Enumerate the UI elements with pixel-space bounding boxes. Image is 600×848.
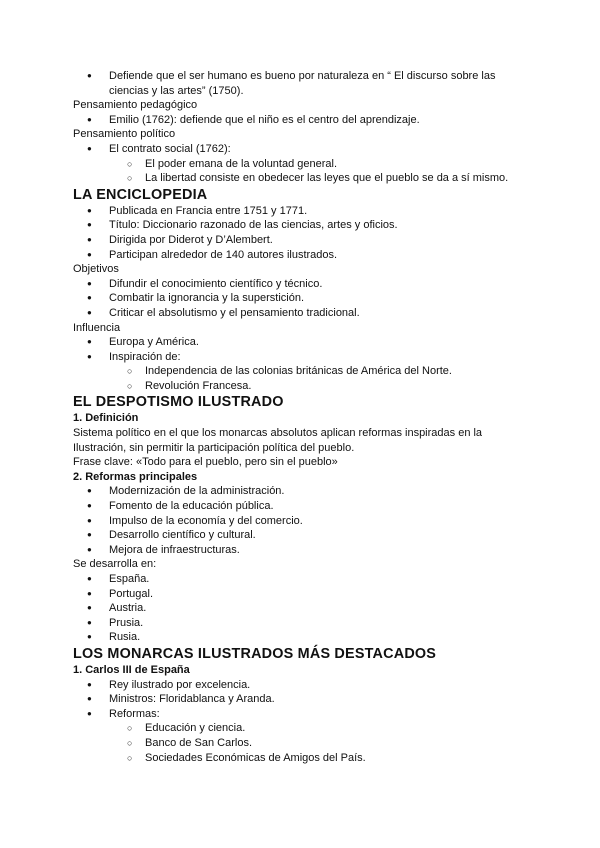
list-item: ● Defiende que el ser humano es bueno por naturaleza en “ El discurso sobre las ciencias y las artes” (1750). [73, 69, 533, 98]
list-item: ● Europa y América. [73, 335, 533, 350]
list-item: ● España. [73, 572, 533, 587]
list-item: ● Dirigida por Diderot y D’Alembert. [73, 233, 533, 248]
section-label-objetivos: Objetivos [73, 263, 119, 276]
list-item: ● Difundir el conocimiento científico y técnico. [73, 277, 533, 292]
list-item: ● Reformas: [73, 707, 533, 722]
list-item: ● Criticar el absolutismo y el pensamiento tradicional. [73, 306, 533, 321]
sub-list-item: ○ Revolución Francesa. [73, 379, 533, 394]
list-item: ● Participan alrededor de 140 autores ilustrados. [73, 248, 533, 263]
list-item: ● Desarrollo científico y cultural. [73, 528, 533, 543]
sub-list-item: ○ El poder emana de la voluntad general. [73, 157, 533, 172]
list-item: ● Inspiración de: [73, 350, 533, 365]
list-item: ● Rey ilustrado por excelencia. [73, 678, 533, 693]
list-item: ● Portugal. [73, 587, 533, 602]
document-page [73, 69, 533, 765]
list-item: ● Título: Diccionario razonado de las ciencias, artes y oficios. [73, 218, 533, 233]
list-item: ● Modernización de la administración. [73, 484, 533, 499]
section-label-pedagogico: Pensamiento pedagógico [73, 99, 198, 112]
sub-list-item: ○ Independencia de las colonias británicas de América del Norte. [73, 364, 533, 379]
list-item: ● Austria. [73, 601, 533, 616]
list-item: ● Prusia. [73, 616, 533, 631]
heading-enciclopedia: LA ENCICLOPEDIA [73, 186, 208, 203]
list-item: ● Ministros: Floridablanca y Aranda. [73, 692, 533, 707]
heading-despotismo: EL DESPOTISMO ILUSTRADO [73, 394, 284, 411]
list-item: ● El contrato social (1762): [73, 142, 533, 157]
sub-list-item: ○ Sociedades Económicas de Amigos del País. [73, 751, 533, 766]
definition-paragraph: Sistema político en el que los monarcas absolutos aplican reformas inspiradas en la Ilustración, sin permitir la participación política del pueblo. [73, 427, 483, 454]
section-label-politico: Pensamiento político [73, 128, 176, 141]
subheading-reformas: 2. Reformas principales [73, 470, 198, 483]
list-item: ● Mejora de infraestructuras. [73, 543, 533, 558]
subheading-carlos: 1. Carlos III de España [73, 663, 190, 676]
list-item: ● Impulso de la economía y del comercio. [73, 514, 533, 529]
heading-monarcas: LOS MONARCAS ILUSTRADOS MÁS DESTACADOS [73, 645, 437, 662]
list-item: ● Publicada en Francia entre 1751 y 1771. [73, 204, 533, 219]
sub-list-item: ○ La libertad consiste en obedecer las leyes que el pueblo se da a sí mismo. [73, 171, 533, 186]
list-item: ● Combatir la ignorancia y la superstición. [73, 291, 533, 306]
sub-list-item: ○ Educación y ciencia. [73, 721, 533, 736]
sub-list-item: ○ Banco de San Carlos. [73, 736, 533, 751]
section-label-desarrolla: Se desarrolla en: [73, 558, 157, 571]
key-phrase: Frase clave: «Todo para el pueblo, pero sin el pueblo» [73, 456, 338, 469]
list-item: ● Emilio (1762): defiende que el niño es el centro del aprendizaje. [73, 113, 533, 128]
subheading-definicion: 1. Definición [73, 412, 139, 425]
list-item: ● Fomento de la educación pública. [73, 499, 533, 514]
list-item: ● Rusia. [73, 630, 533, 645]
section-label-influencia: Influencia [73, 321, 121, 334]
